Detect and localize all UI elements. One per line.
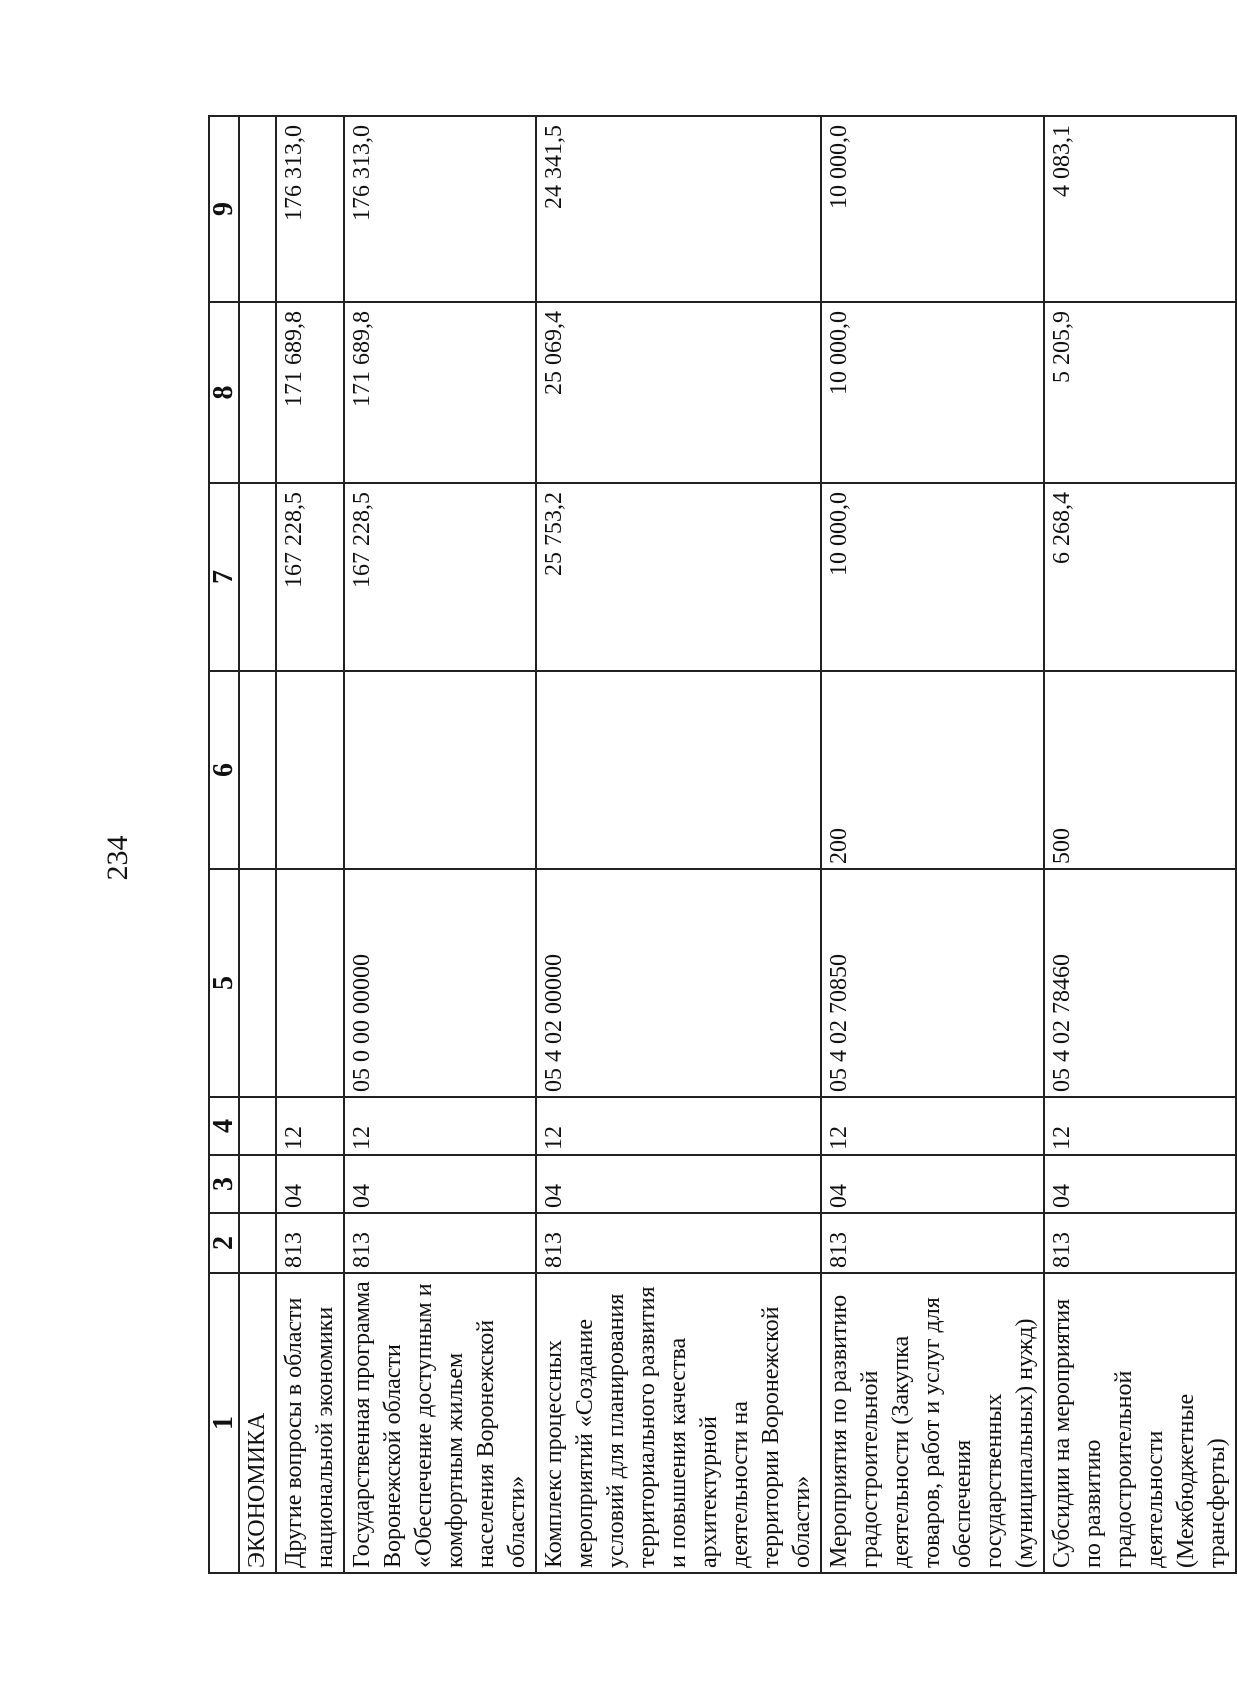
- cell-c2: 813: [1044, 1213, 1236, 1273]
- column-header: 9: [209, 116, 239, 302]
- cell-c8: 25 069,4: [536, 302, 821, 483]
- cell-c2: 813: [536, 1213, 821, 1273]
- cell-c6: [536, 671, 821, 869]
- column-header: 4: [209, 1097, 239, 1155]
- cell-c8: 171 689,8: [276, 302, 344, 483]
- column-header: 7: [209, 483, 239, 671]
- cell-c6: 200: [821, 671, 1044, 869]
- section-row: [239, 116, 276, 1573]
- cell-c9: 24 341,5: [536, 116, 821, 302]
- cell-c7: 167 228,5: [276, 483, 344, 671]
- cell-c2: 813: [821, 1213, 1044, 1273]
- cell-c9: 176 313,0: [344, 116, 536, 302]
- column-header: 5: [209, 869, 239, 1097]
- cell-c5: [276, 869, 344, 1097]
- cell-c7: 167 228,5: [344, 483, 536, 671]
- cell-c6: [344, 671, 536, 869]
- cell-c8: 5 205,9: [1044, 302, 1236, 483]
- cell-c6: [276, 671, 344, 869]
- cell-c7: 6 268,4: [1044, 483, 1236, 671]
- cell-c9: 4 083,1: [1044, 116, 1236, 302]
- cell-c5: 05 4 02 78460: [1044, 869, 1236, 1097]
- cell-c8: 171 689,8: [344, 302, 536, 483]
- cell-c5: 05 0 00 00000: [344, 869, 536, 1097]
- row-name: Государственная программа Воронежской области «Обеспечение доступным и комфортным жильем населения Воронежской области»: [344, 1273, 536, 1573]
- cell-c5: 05 4 02 00000: [536, 869, 821, 1097]
- rotated-table-container: [208, 117, 1230, 1574]
- cell-c4: 12: [821, 1097, 1044, 1155]
- budget-table: [208, 115, 1237, 1574]
- cell-c3: 04: [276, 1155, 344, 1213]
- column-header: 8: [209, 302, 239, 483]
- cell-c8: 10 000,0: [821, 302, 1044, 483]
- cell-c4: 12: [1044, 1097, 1236, 1155]
- table-row: [821, 116, 1044, 1573]
- cell-c2: 813: [276, 1213, 344, 1273]
- row-name: Мероприятия по развитию градостроительной деятельности (Закупка товаров, работ и услуг для обеспечения государственных (муниципальных) нужд): [821, 1273, 1044, 1573]
- table-row: [276, 116, 344, 1573]
- cell-c3: 04: [821, 1155, 1044, 1213]
- cell-c2: 813: [344, 1213, 536, 1273]
- table-row: [536, 116, 821, 1573]
- row-name: Субсидии на мероприятия по развитию градостроительной деятельности (Межбюджетные трансферты): [1044, 1273, 1236, 1573]
- cell-c3: 04: [536, 1155, 821, 1213]
- table-row: [344, 116, 536, 1573]
- cell-c6: 500: [1044, 671, 1236, 869]
- column-header: 1: [209, 1273, 239, 1573]
- table-row: [1044, 116, 1236, 1573]
- column-header: 3: [209, 1155, 239, 1213]
- cell-c4: 12: [276, 1097, 344, 1155]
- cell-c4: 12: [344, 1097, 536, 1155]
- cell-c4: 12: [536, 1097, 821, 1155]
- column-header: 2: [209, 1213, 239, 1273]
- column-header: 6: [209, 671, 239, 869]
- cell-c3: 04: [1044, 1155, 1236, 1213]
- cell-c9: 10 000,0: [821, 116, 1044, 302]
- cell-c9: 176 313,0: [276, 116, 344, 302]
- cell-c3: 04: [344, 1155, 536, 1213]
- section-title: ЭКОНОМИКА: [239, 1273, 276, 1573]
- page-number: 234: [101, 835, 134, 881]
- row-name: Комплекс процессных мероприятий «Создание условий для планирования территориального развития и повышения качества архитектурной деятельности на территории Воронежской области»: [536, 1273, 821, 1573]
- cell-c5: 05 4 02 70850: [821, 869, 1044, 1097]
- cell-c7: 10 000,0: [821, 483, 1044, 671]
- column-number-row: [209, 116, 239, 1573]
- row-name: Другие вопросы в области национальной экономики: [276, 1273, 344, 1573]
- cell-c7: 25 753,2: [536, 483, 821, 671]
